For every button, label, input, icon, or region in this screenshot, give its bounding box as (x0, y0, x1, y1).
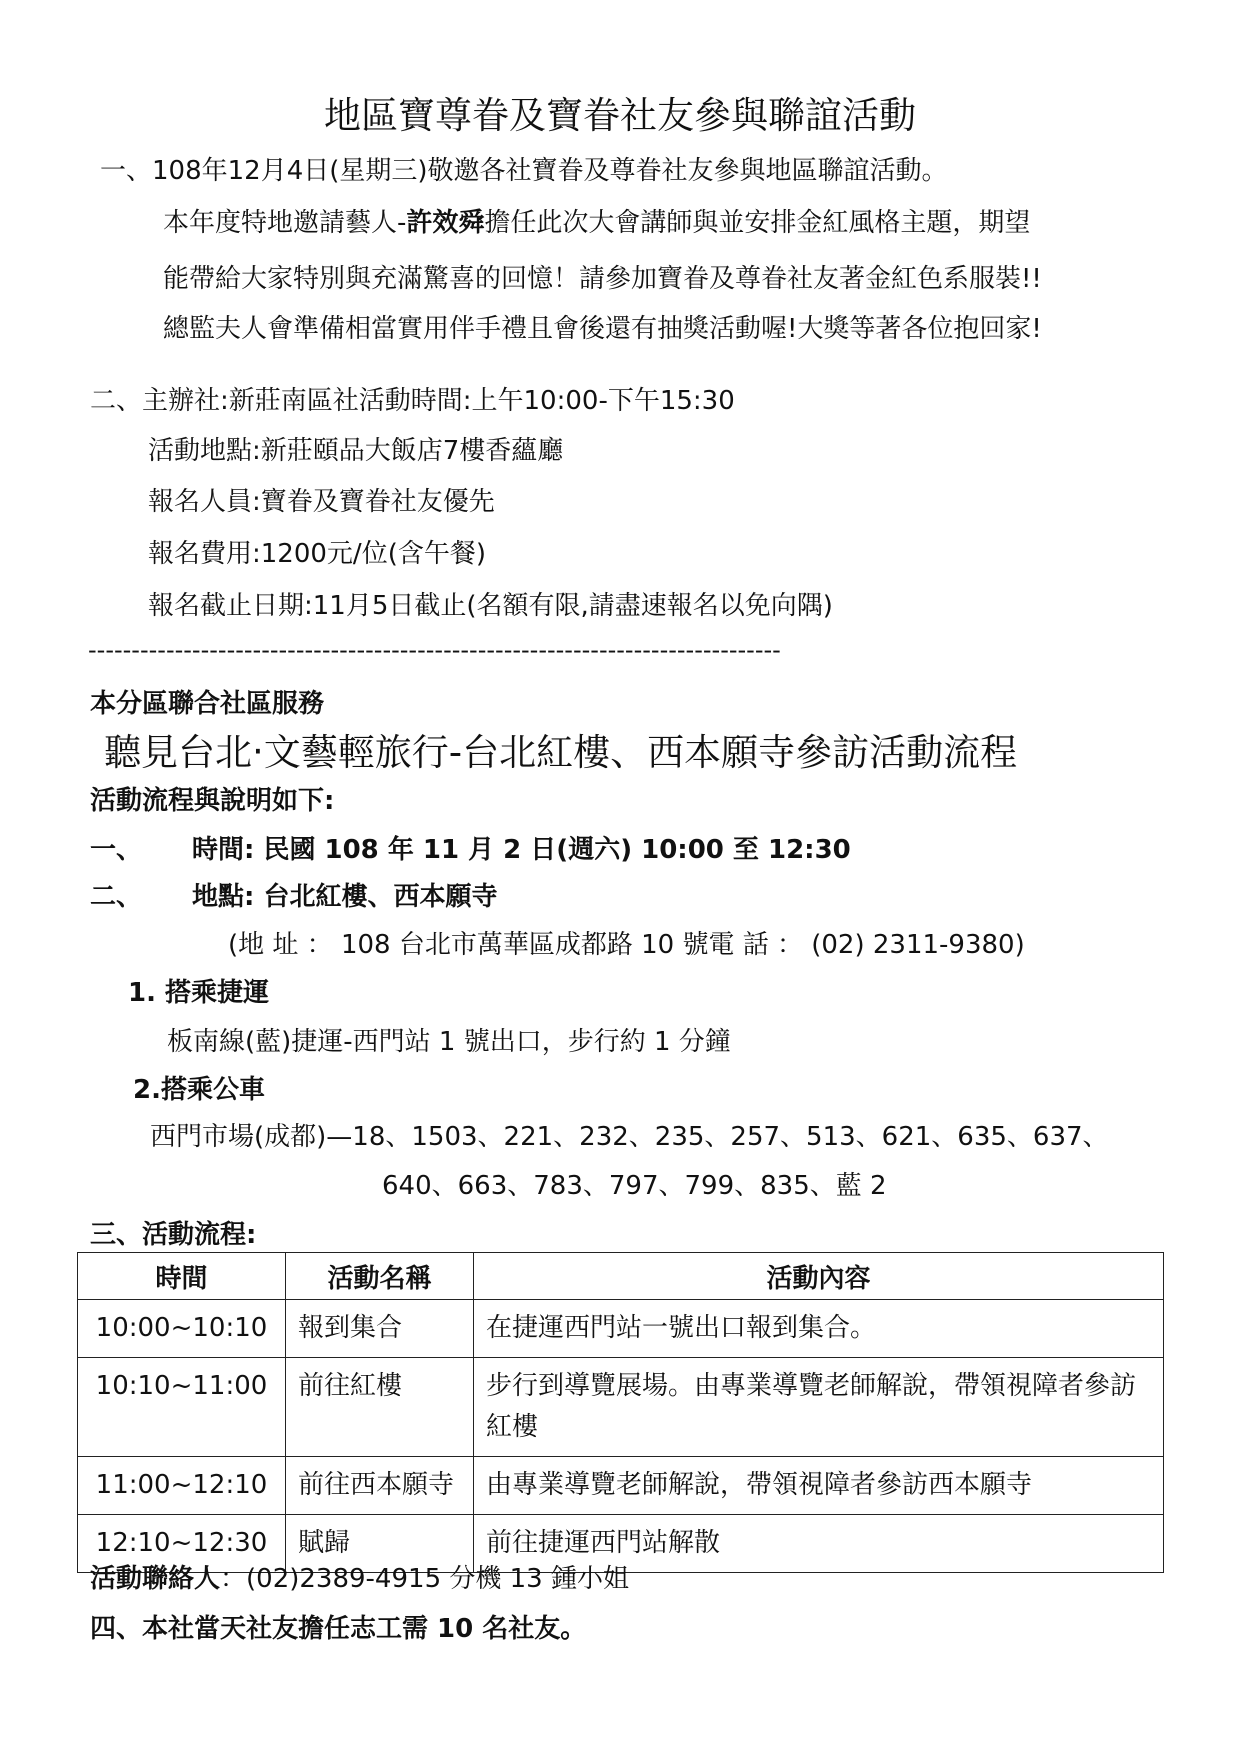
mrt-directions: 板南線(藍)捷運-西門站 1 號出口，步行約 1 分鐘 (167, 1027, 731, 1057)
section2-venue: 活動地點:新莊頤品大飯店7樓香蘊廳 (148, 436, 564, 466)
header-activity-name: 活動名稱 (286, 1253, 474, 1300)
service-intro: 活動流程與說明如下: (90, 786, 335, 816)
service-title: 聽見台北‧文藝輕旅行-台北紅樓、西本願寺參訪活動流程 (104, 731, 1018, 774)
section2-deadline: 報名截止日期:11月5日截止(名額有限,請盡速報名以免向隅) (148, 591, 833, 621)
mrt-heading: 1. 搭乘捷運 (128, 978, 270, 1008)
section1-para-line2: 能帶給大家特別與充滿驚喜的回憶！請參加寶眷及尊眷社友著金紅色系服裝!! (163, 264, 1042, 294)
contact-value: ：(02)2389-4915 分機 13 鍾小姐 (220, 1564, 629, 1594)
row-time: 12:10~12:30 (78, 1515, 286, 1573)
item2-location: 地點: 台北紅樓、西本願寺 (192, 882, 498, 912)
section1-line1: 一、108年12月4日(星期三)敬邀各社寶眷及尊眷社友參與地區聯誼活動。 (100, 156, 948, 186)
contact-label: 活動聯絡人 (90, 1564, 221, 1594)
row-name: 前往紅樓 (286, 1358, 474, 1457)
dashed-divider: -------------------------------------------------------------------------------- (88, 636, 781, 664)
bus-routes-line1: 西門市場(成都)—18、1503、221、232、235、257、513、621、635、637、 (150, 1122, 1109, 1152)
row-time: 11:00~12:10 (78, 1457, 286, 1515)
service-heading: 本分區聯合社區服務 (90, 689, 325, 719)
item1-number: 一、 (90, 835, 143, 865)
table-row (78, 1300, 1164, 1358)
document-title: 地區寶尊眷及寶眷社友參與聯誼活動 (324, 94, 916, 137)
bus-routes-line2: 640、663、783、797、799、835、藍 2 (382, 1171, 887, 1201)
section1-para-line1 (163, 202, 1030, 239)
section2-fee: 報名費用:1200元/位(含午餐) (148, 539, 486, 569)
section2-host: 二、主辦社:新莊南區社活動時間:上午10:00-下午15:30 (90, 386, 735, 416)
table-row (78, 1457, 1164, 1515)
bus-heading: 2.搭乘公車 (133, 1075, 265, 1105)
item1-time: 時間: 民國 108 年 11 月 2 日(週六) 10:00 至 12:30 (192, 835, 851, 865)
row-content: 步行到導覽展場。由專業導覽老師解說，帶領視障者參訪紅樓 (474, 1358, 1164, 1457)
item2-number: 二、 (90, 882, 143, 912)
row-name: 報到集合 (286, 1300, 474, 1358)
contact-line (90, 1558, 629, 1595)
volunteer-line: 四、本社當天社友擔任志工需 10 名社友。 (90, 1614, 587, 1644)
row-content: 由專業導覽老師解說，帶領視障者參訪西本願寺 (474, 1457, 1164, 1515)
section2-who: 報名人員:寶眷及寶眷社友優先 (148, 487, 495, 517)
row-name: 賦歸 (286, 1515, 474, 1573)
table-header-row (78, 1253, 1164, 1300)
schedule-table (77, 1252, 1164, 1573)
section1-para-line3: 總監夫人會準備相當實用伴手禮且會後還有抽獎活動喔!大獎等著各位抱回家! (163, 314, 1042, 344)
row-time: 10:00~10:10 (78, 1300, 286, 1358)
row-time: 10:10~11:00 (78, 1358, 286, 1457)
header-time: 時間 (78, 1253, 286, 1300)
para-text: 本年度特地邀請藝人- (163, 208, 407, 238)
row-content: 前往捷運西門站解散 (474, 1515, 1164, 1573)
row-name: 前往西本願寺 (286, 1457, 474, 1515)
performer-name: 許效舜 (406, 208, 485, 238)
table-row (78, 1358, 1164, 1457)
row-content: 在捷運西門站一號出口報到集合。 (474, 1300, 1164, 1358)
address-line: (地 址 ： 108 台北市萬華區成都路 10 號電 話 ： (02) 2311-9380) (228, 930, 1025, 960)
flow-heading: 三、活動流程: (90, 1220, 257, 1250)
header-activity-content: 活動內容 (474, 1253, 1164, 1300)
para-text: 擔任此次大會講師與並安排金紅風格主題，期望 (484, 208, 1031, 238)
